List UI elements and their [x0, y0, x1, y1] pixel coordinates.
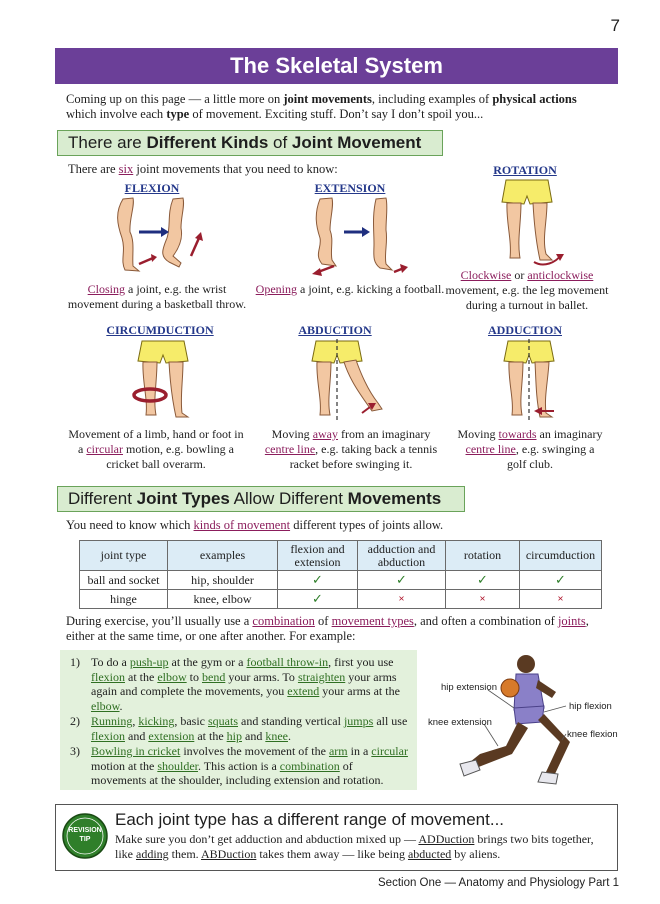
text: , either at the same time, or one after another. For example:	[66, 614, 589, 643]
heading-bold: Joint Types	[136, 489, 230, 508]
text: , first you use	[328, 655, 394, 669]
text: by aliens.	[451, 847, 501, 861]
joints-link[interactable]: joints	[557, 614, 586, 628]
caption-text: Movement of a limb, hand or foot in a	[68, 427, 244, 456]
kicking-link[interactable]: kicking	[138, 714, 175, 728]
intro-text: , including examples of	[371, 92, 493, 106]
knee-extension-label: knee extension	[428, 717, 492, 728]
text: , basic	[174, 714, 208, 728]
combination-paragraph	[66, 614, 596, 644]
intro-paragraph	[66, 92, 606, 122]
straighten-link[interactable]: straighten	[297, 669, 346, 684]
text: . This action is a	[198, 758, 280, 773]
flexion-title: FLEXION	[124, 181, 180, 195]
text: and	[242, 728, 266, 743]
jumps-link[interactable]: jumps	[343, 714, 374, 728]
header-cell: circumduction	[520, 541, 602, 571]
intro-text: of movement. Exciting stuff. Don’t say I don’t spoil you...	[189, 107, 484, 121]
circumduction-caption	[66, 427, 246, 472]
flexion-leg-illustration	[95, 194, 215, 276]
tick-mark: ✓	[278, 590, 358, 609]
page-footer: Section One — Anatomy and Physiology Part 1	[378, 877, 619, 889]
cross-mark: ×	[520, 590, 602, 609]
centre-line-link[interactable]: centre line	[465, 442, 516, 456]
intro-bold: physical actions	[492, 92, 577, 106]
revision-tip-text	[115, 832, 611, 862]
page-title: The Skeletal System	[55, 48, 618, 84]
table-cell: hip, shoulder	[168, 571, 278, 590]
text: You need to know which	[66, 518, 194, 532]
table-cell: ball and socket	[80, 571, 168, 590]
adduction-caption	[455, 427, 605, 472]
text: of	[314, 614, 332, 628]
elbow-link[interactable]: elbow	[157, 669, 187, 684]
table-cell: hinge	[80, 590, 168, 609]
header-cell: examples	[168, 541, 278, 571]
text: Make sure you don’t get adduction and abduction mixed up —	[115, 832, 419, 846]
abduction-term: ABDuction	[201, 847, 257, 861]
text: involves the movement of the	[180, 744, 329, 758]
rotation-caption	[434, 268, 620, 313]
tick-mark: ✓	[520, 571, 602, 590]
text: your arms. To	[225, 669, 298, 684]
text: During exercise, you’ll usually use a	[66, 614, 253, 628]
text: your arms again and complete the movements, you	[91, 669, 397, 698]
text: To do a	[91, 655, 130, 669]
caption-text: a joint, e.g. the wrist movement during a basketball throw.	[67, 282, 247, 311]
movement-types-link[interactable]: movement types	[331, 614, 414, 628]
six-movements-intro	[68, 162, 338, 177]
caption-text: , e.g. swinging a golf club.	[507, 442, 595, 471]
closing-link[interactable]: Closing	[87, 282, 125, 296]
heading-text: Allow Different	[229, 489, 348, 508]
caption-text: Moving	[457, 427, 499, 441]
caption-text: motion, e.g. bowling a cricket ball overarm.	[106, 442, 234, 471]
example-number: 2)	[70, 714, 80, 728]
example-2	[91, 714, 409, 743]
flexion-caption	[62, 282, 252, 312]
knee-link[interactable]: knee	[265, 728, 288, 743]
circumduction-title: CIRCUMDUCTION	[106, 323, 214, 337]
heading-bold: Different Kinds	[146, 133, 269, 152]
text: to	[186, 669, 202, 684]
table-row	[80, 590, 602, 609]
abduction-caption	[258, 427, 444, 472]
text: in a	[347, 744, 372, 758]
text: and standing vertical	[238, 714, 344, 728]
towards-link[interactable]: towards	[498, 427, 537, 441]
page-number: 7	[610, 16, 620, 35]
intro-text: which involve each	[66, 107, 167, 121]
away-link[interactable]: away	[312, 427, 339, 441]
tick-mark: ✓	[446, 571, 520, 590]
text: at the	[194, 728, 227, 743]
text: them.	[168, 847, 202, 861]
tick-mark: ✓	[358, 571, 446, 590]
six-link[interactable]: six	[118, 162, 134, 176]
text: joint movements that you need to know:	[133, 162, 338, 176]
text: your arms at the	[319, 684, 400, 698]
cross-mark: ×	[446, 590, 520, 609]
combination-link[interactable]: combination	[252, 614, 315, 628]
text: different types of joints allow.	[290, 518, 444, 532]
rotation-title: ROTATION	[493, 163, 557, 177]
adduction-legs-illustration	[492, 337, 572, 421]
intro-bold: joint movements	[283, 92, 372, 106]
squats-link[interactable]: squats	[208, 714, 238, 728]
text: .	[119, 698, 123, 713]
cross-mark: ×	[358, 590, 446, 609]
text: brings two bits together, like	[115, 832, 594, 861]
extension-caption	[255, 282, 445, 297]
header-cell: rotation	[446, 541, 520, 571]
heading-bold: Joint Movement	[291, 133, 422, 152]
bend-link[interactable]: bend	[202, 669, 226, 684]
example-3	[91, 744, 411, 788]
text: takes them away — like being	[256, 847, 408, 861]
heading-text: of	[268, 133, 292, 152]
elbow-link[interactable]: elbow	[91, 698, 120, 713]
intro-bold: type	[166, 107, 190, 121]
heading-bold: Movements	[347, 489, 442, 508]
knee-flexion-label: knee flexion	[567, 729, 618, 740]
caption-text: an imaginary	[536, 427, 603, 441]
football-throw-in-link[interactable]: football throw-in	[246, 655, 329, 669]
combination-link[interactable]: combination	[279, 758, 340, 773]
header-cell: joint type	[80, 541, 168, 571]
example-number: 3)	[70, 744, 80, 758]
arm-link[interactable]: arm	[328, 744, 348, 758]
text: There are	[68, 162, 119, 176]
text: at the gym or a	[168, 655, 247, 669]
tick-mark: ✓	[278, 571, 358, 590]
push-up-link[interactable]: push-up	[129, 655, 169, 669]
adduction-title: ADDUCTION	[487, 323, 562, 337]
header-cell: adduction and abduction	[358, 541, 446, 571]
caption-text: Moving	[271, 427, 313, 441]
hip-flexion-label: hip flexion	[569, 701, 612, 712]
flexion-link[interactable]: flexion	[91, 669, 125, 684]
hip-extension-label: hip extension	[441, 682, 497, 693]
hip-link[interactable]: hip	[226, 728, 242, 743]
clockwise-link[interactable]: Clockwise	[460, 268, 512, 282]
rotation-legs-illustration	[490, 176, 570, 268]
revision-badge-top: REVISION	[68, 827, 102, 834]
abduction-legs-illustration	[298, 337, 390, 421]
circumduction-legs-illustration	[124, 337, 204, 421]
example-1	[91, 655, 409, 713]
opening-link[interactable]: Opening	[255, 282, 297, 296]
text: of movements at the shoulder, including extension and rotation.	[91, 758, 384, 787]
example-number: 1)	[70, 655, 80, 669]
text: all use	[373, 714, 408, 728]
header-cell: flexion and extension	[278, 541, 358, 571]
intro-text: Coming up on this page — a little more on	[66, 92, 284, 106]
circular-link[interactable]: circular	[86, 442, 123, 456]
anticlockwise-link[interactable]: anticlockwise	[527, 268, 594, 282]
section-heading-joint-movement	[57, 130, 443, 156]
heading-text: Different	[68, 489, 137, 508]
flexion-link[interactable]: flexion	[91, 728, 125, 743]
caption-text: or	[511, 268, 528, 282]
caption-text: a joint, e.g. kicking a football.	[297, 282, 445, 296]
circular-link[interactable]: circular	[371, 744, 408, 758]
table-row	[80, 571, 602, 590]
kinds-of-movement-link[interactable]: kinds of movement	[193, 518, 291, 532]
extension-link[interactable]: extension	[148, 728, 195, 743]
text: motion at the	[91, 758, 158, 773]
extend-link[interactable]: extend	[287, 684, 320, 698]
revision-badge-bottom: TIP	[79, 836, 91, 843]
text: , and often a combination of	[413, 614, 558, 628]
table-cell: knee, elbow	[168, 590, 278, 609]
centre-line-link[interactable]: centre line	[264, 442, 316, 456]
joint-types-table	[79, 540, 602, 609]
text: ,	[132, 714, 139, 728]
text: .	[287, 728, 291, 743]
table-intro	[66, 518, 443, 533]
bowling-in-cricket-link[interactable]: Bowling in cricket	[91, 744, 181, 758]
caption-text: , e.g. taking back a tennis racket before swinging it.	[289, 442, 438, 471]
running-link[interactable]: Running	[91, 714, 133, 728]
caption-text: from an imaginary	[338, 427, 431, 441]
section-heading-joint-types	[57, 486, 465, 512]
shoulder-link[interactable]: shoulder	[157, 758, 198, 773]
revision-tip-heading: Each joint type has a different range of movement...	[115, 810, 505, 829]
adduction-term: ADDuction	[418, 832, 475, 846]
extension-title: EXTENSION	[314, 181, 386, 195]
table-header-row	[80, 541, 602, 571]
text: at the	[125, 669, 158, 684]
text: and	[125, 728, 149, 743]
abduction-title: ABDUCTION	[298, 323, 372, 337]
extension-leg-illustration	[300, 194, 410, 276]
caption-text: movement, e.g. the leg movement during a turnout in ballet.	[445, 283, 609, 312]
heading-text: There are	[68, 133, 147, 152]
abducted-term: abducted	[407, 847, 452, 861]
adding-term: adding	[136, 847, 169, 861]
